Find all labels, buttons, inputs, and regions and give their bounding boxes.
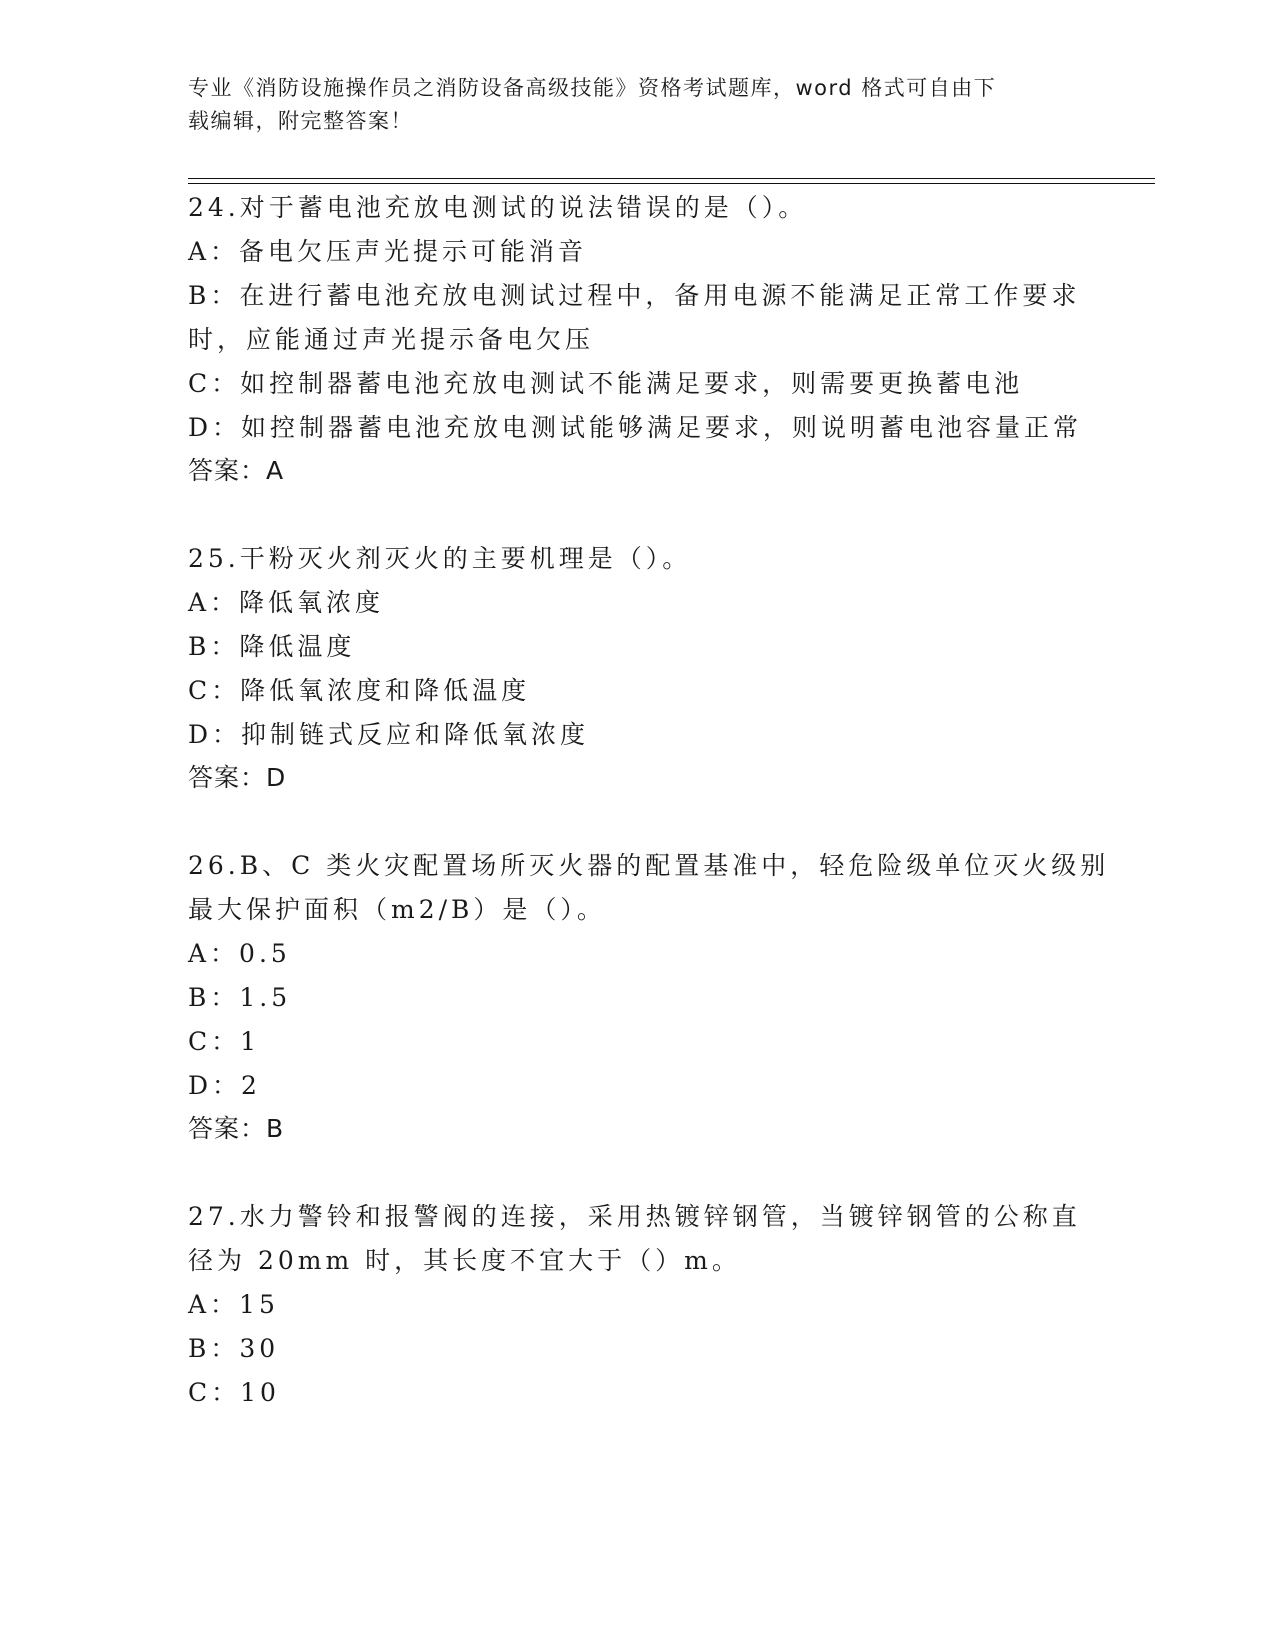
question-24-answer: 答案：A [188,456,285,485]
question-27-option-b: B：30 [188,1334,280,1363]
question-24-option-a: A：备电欠压声光提示可能消音 [188,237,588,266]
question-27-option-c: C：10 [188,1378,280,1407]
question-26-stem-line-2: 最大保护面积（m2/B）是（）。 [188,895,606,924]
question-24-option-b-line-2: 时，应能通过声光提示备电欠压 [188,325,595,354]
question-24-option-b-line-1: B：在进行蓄电池充放电测试过程中，备用电源不能满足正常工作要求 [188,281,1081,310]
question-26-stem-line-1: 26.B、C 类火灾配置场所灭火器的配置基准中，轻危险级单位灭火级别 [188,851,1110,880]
header-divider-bottom [188,183,1155,184]
question-25-option-a: A：降低氧浓度 [188,588,385,617]
header-line-1: 专业《消防设施操作员之消防设备高级技能》资格考试题库，word 格式可自由下 [188,76,997,100]
question-26-option-d: D：2 [188,1071,261,1100]
question-27-stem-line-1: 27.水力警铃和报警阀的连接，采用热镀锌钢管，当镀锌钢管的公称直 [188,1202,1081,1231]
question-25-answer: 答案：D [188,763,287,792]
document-header [188,72,1088,138]
question-25-option-c: C：降低氧浓度和降低温度 [188,676,531,705]
header-divider-top [188,178,1155,179]
question-25-option-b: B：降低温度 [188,632,356,661]
header-line-2: 载编辑，附完整答案！ [188,109,413,133]
question-27-stem-line-2: 径为 20mm 时，其长度不宜大于（）m。 [188,1246,741,1275]
question-26-option-c: C：1 [188,1027,261,1056]
question-24-option-c: C：如控制器蓄电池充放电测试不能满足要求，则需要更换蓄电池 [188,369,1024,398]
question-25-option-d: D：抑制链式反应和降低氧浓度 [188,720,590,749]
question-26-option-a: A：0.5 [188,939,291,968]
question-26-option-b: B：1.5 [188,983,292,1012]
question-25-stem: 25.干粉灭火剂灭火的主要机理是（）。 [188,544,692,573]
question-27-option-a: A：15 [188,1290,279,1319]
question-24-stem: 24.对于蓄电池充放电测试的说法错误的是（）。 [188,193,808,222]
question-24-option-d: D：如控制器蓄电池充放电测试能够满足要求，则说明蓄电池容量正常 [188,413,1083,442]
question-26-answer: 答案：B [188,1114,285,1143]
